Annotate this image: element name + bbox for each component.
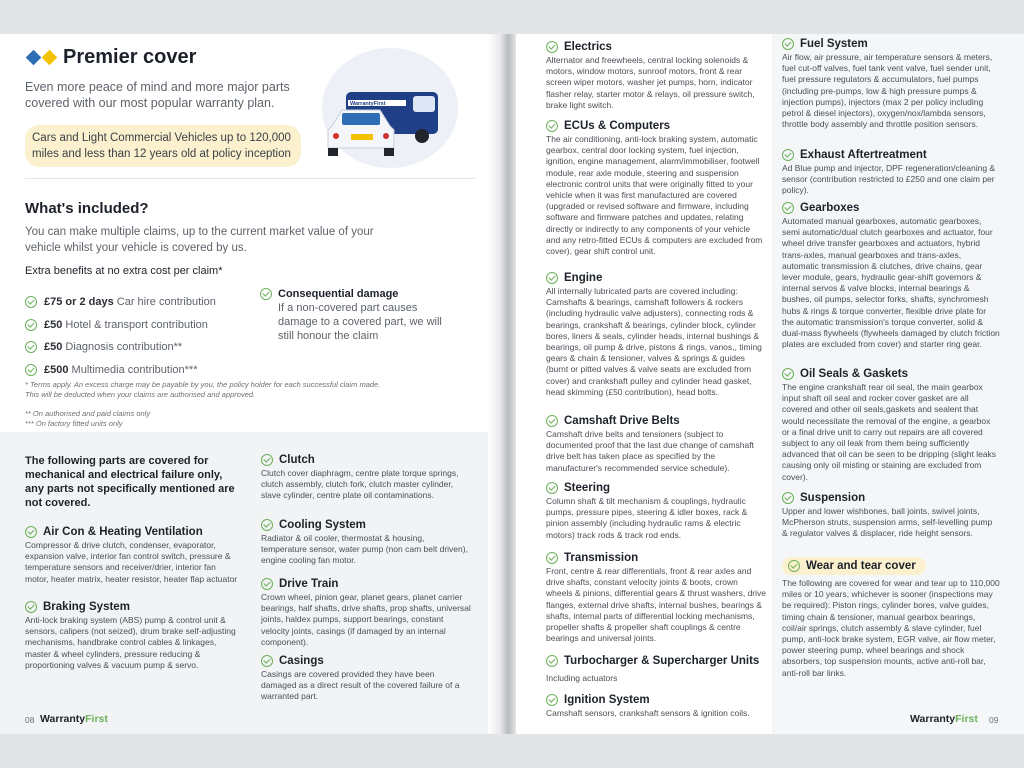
section-braking: Braking System Anti-lock braking system (ABS) pump & control unit & sensors, calipers (not seized), drum brake self-adjusting mechanisms, handbrake control cables & linkages, master & wheel cylinders, pressure reducing & proportioning valves & vacuum pump & servo.	[25, 601, 236, 670]
section-divider	[25, 178, 475, 179]
section-steering: Steering Column shaft & tilt mechanism & couplings, hydraulic pumps, pressure pipes, steering & idler boxes, rack & pinion assembly (including hydraulic rams & electric motors) track rods & track rod ends.	[546, 482, 748, 540]
section-ecus: ECUs & Computers The air conditioning, anti-lock braking system, automatic gearbox, central door locking system, fuel injection, ignition, engine management, alarm/immobiliser, footwell module, rear axle module, steering and suspension electronic control units that were originally fitted to your vehicle when it was first manufactured are covered (upgraded or revised software and firmware, including software and firmware patches and updates, relating directly or indirectly to any components of your vehicle and any retro-fitted ECUs & computers are excluded from cover), gear shift control unit.	[546, 120, 763, 257]
intro-text: Even more peace of mind and more major parts covered with our most popular warranty plan.	[25, 80, 290, 110]
check-icon	[782, 38, 794, 50]
brochure-spread	[0, 34, 1024, 734]
check-icon	[782, 202, 794, 214]
check-icon	[546, 41, 558, 53]
section-gearboxes: Gearboxes Automated manual gearboxes, automatic gearboxes, semi automatic/dual clutch gearboxes and actuator, four wheel drive transfer gearboxes and actuators, hybrid trans-axles, manual gearboxes and trans-axles, automatic transmission & clutches, drive chains, gear lever module, gears, hydraulic gear-shift governors & internal servos & valve blocks, internal bearings & bushes, oil pumps, selector forks, shafts, synchromesh hubs & rings & torque converter, flexible drive plate for the automatic transmission's torque converter, solid & dual-mass flywheels (flywheels damaged by clutch friction plates are excluded from cover) and starter ring gear.	[782, 202, 1000, 350]
vehicles-illustration	[318, 38, 458, 168]
check-icon	[261, 454, 273, 466]
right-page	[516, 34, 1024, 734]
check-icon	[782, 149, 794, 161]
section-ignition: Ignition System Camshaft sensors, crankshaft sensors & ignition coils.	[546, 694, 750, 718]
extra-benefits-label: Extra benefits at no extra cost per claim*	[25, 265, 223, 277]
check-icon	[788, 560, 800, 572]
check-icon	[546, 552, 558, 564]
section-drive-train: Drive Train Crown wheel, pinion gear, planet gears, planet carrier bearings, half shafts, drive shafts, prop shafts, universal joints, haldex pumps, support bearings, constant velocity joints, casings (if damaged by an internal component).	[261, 578, 471, 647]
footer-brand: WarrantyFirst	[910, 713, 978, 725]
section-transmission: Transmission Front, centre & rear differentials, front & rear axles and drive shafts, constant velocity joints & boots, crown wheels & pinions, differential gears & thrust washers, drive flanges, external drive shafts, internal bushes, bearings & shafts, internal parts of differential locking mechanisms, propeller shafts & propeller shaft couplings & centre bearings and universal joints.	[546, 552, 767, 644]
benefit-item: £75 or 2 days Car hire contribution	[25, 291, 255, 314]
check-icon	[546, 482, 558, 494]
check-icon	[25, 601, 37, 613]
page-number: 09	[989, 715, 999, 725]
left-page	[0, 34, 500, 734]
check-icon	[261, 519, 273, 531]
eligibility-badge: Cars and Light Commercial Vehicles up to 120,000 miles and less than 12 years old at policy inception	[25, 125, 301, 167]
section-camshaft-belts: Camshaft Drive Belts Camshaft drive belts and tensioners (subject to documented proof that the last due change of camshaft drive belt has taken place as specified by the manufacturer's recommended service schedule).	[546, 415, 754, 473]
benefits-list	[25, 291, 255, 381]
section-suspension: Suspension Upper and lower wishbones, ball joints, swivel joints, McPherson struts, suspension arms, self-levelling pump & regulator valves & displacer, ride height sensors.	[782, 492, 993, 539]
whats-included-text: You can make multiple claims, up to the current market value of your vehicle whilst your vehicle is covered by us.	[25, 226, 374, 254]
wear-tear-badge: Wear and tear cover	[782, 557, 926, 575]
check-icon	[261, 578, 273, 590]
check-icon	[782, 368, 794, 380]
check-icon	[25, 296, 37, 308]
check-icon	[546, 120, 558, 132]
section-turbo: Turbocharger & Supercharger Units Including actuators	[546, 655, 760, 683]
page-title: Premier cover	[63, 46, 197, 68]
section-engine: Engine All internally lubricated parts are covered including: Camshafts & bearings, camshaft followers & rockers (including hydraulic valve adjusters), connecting rods & bearings, crankshaft & bearings, cylinder block, cylinder bores, liners & seals, cylinder heads, internal bushings & bearings, oil pump & drive, pistons & rings, vanos,, timing gears & chain & tensioner, valves & springs & guides (burnt or pitted valves & valve seats are excluded from cover) and crankshaft pulley and cylinder head gasket, head skimming (£50 contribution), head bolts.	[546, 272, 762, 397]
section-casings: Casings Casings are covered provided they have been damaged as a direct result of the covered failure of a warranted part.	[261, 655, 460, 702]
whats-included-heading: What's included?	[25, 200, 149, 217]
benefit-item: £50 Diagnosis contribution**	[25, 336, 255, 359]
section-exhaust: Exhaust Aftertreatment Ad Blue pump and injector, DPF regeneration/cleaning & sensor (contribution restricted to £250 and one claim per policy).	[782, 149, 996, 196]
check-icon	[25, 341, 37, 353]
section-cooling: Cooling System Radiator & oil cooler, thermostat & housing, temperature sensor, water pump (non cam belt driven), engine cooling fan motor.	[261, 519, 468, 566]
check-icon	[782, 492, 794, 504]
consequential-damage: Consequential damage If a non-covered part causes damage to a covered part, we will still honour the claim	[260, 288, 460, 343]
footer-brand: WarrantyFirst	[40, 713, 108, 725]
brand-diamonds-icon	[28, 52, 55, 63]
section-oil-seals: Oil Seals & Gaskets The engine crankshaft rear oil seal, the main gearbox input shaft oil seal and rocker cover gasket are all covered and other oil seals,gaskets and sealent that would necessitate the removal of the engine, a gearbox or a final drive unit to carry out repairs are all covered subject to any oil leak from them being sufficiently advanced that oil can be seen to be dripping (slight leaks causing only oil misting or staining are excluded from cover).	[782, 368, 997, 482]
section-air-con: Air Con & Heating Ventilation Compressor & drive clutch, condenser, evaporator, expansion valve, interior fan control switch, pressure & temperature sensors and receiver/drier, interior fan motor, heater matrix, heater resistor, heater flap actuator	[25, 526, 238, 584]
check-icon	[261, 655, 273, 667]
benefit-item: £50 Hotel & transport contribution	[25, 314, 255, 337]
section-clutch: Clutch Clutch cover diaphragm, centre plate torque springs, clutch assembly, clutch fork, clutch master cylinder, slave cylinder, centre plate oil contaminations.	[261, 454, 459, 501]
check-icon	[260, 288, 272, 300]
benefit-item: £500 Multimedia contribution***	[25, 359, 255, 382]
terms-note: * Terms apply. An excess charge may be payable by you, the policy holder for each successful claim made. This will be deducted when your claims are authorised and approved.	[25, 380, 381, 399]
section-electrics: Electrics Alternator and freewheels, central locking solenoids & motors, window motors, sunroof motors, front & rear screen wiper motors, washer jet pumps, horn, indicator flasher relay, starter motor & relays, oil pressure switch, brake light switch.	[546, 41, 755, 110]
check-icon	[546, 694, 558, 706]
check-icon	[25, 319, 37, 331]
section-wear-tear: Wear and tear cover The following are covered for wear and tear up to 110,000 miles or 10 years, whichever is sooner (inspections may be required): Piston rings, cylinder bores, valve guides, timing chain & tensioner, manual gearbox bearings, coil/air springs, clutch assembly & slave cylinder, fuel pump, anti-lock brake system, EGR valve, air flow meter, power steering pump, wheel bearings and shock absorbers, top suspension mounts, active anti-roll bar, anti-roll bar links.	[782, 557, 1000, 679]
page-number: 08	[25, 715, 35, 725]
multimedia-note: *** On factory fitted units only	[25, 419, 123, 428]
section-fuel: Fuel System Air flow, air pressure, air temperature sensors & meters, fuel cut-off valves, fuel tank vent valve, fuel sender unit, fuel pressure regulators & accumulators, fuel pumps (including pre-pumps, low & high pressure pumps & injection pumps), injectors (max 2 per policy including petrol & diesel injectors), oxygen/nox/lambda sensors, throttle body assembly and throttle position sensors.	[782, 38, 993, 130]
covered-parts-intro: The following parts are covered for mechanical and electrical failure only, any parts not specifically mentioned are not covered.	[25, 455, 235, 509]
van-logo-text: WarrantyFirst	[350, 101, 386, 107]
diagnosis-note: ** On authorised and paid claims only	[25, 409, 151, 418]
check-icon	[25, 364, 37, 376]
check-icon	[546, 655, 558, 667]
check-icon	[25, 526, 37, 538]
check-icon	[546, 415, 558, 427]
check-icon	[546, 272, 558, 284]
